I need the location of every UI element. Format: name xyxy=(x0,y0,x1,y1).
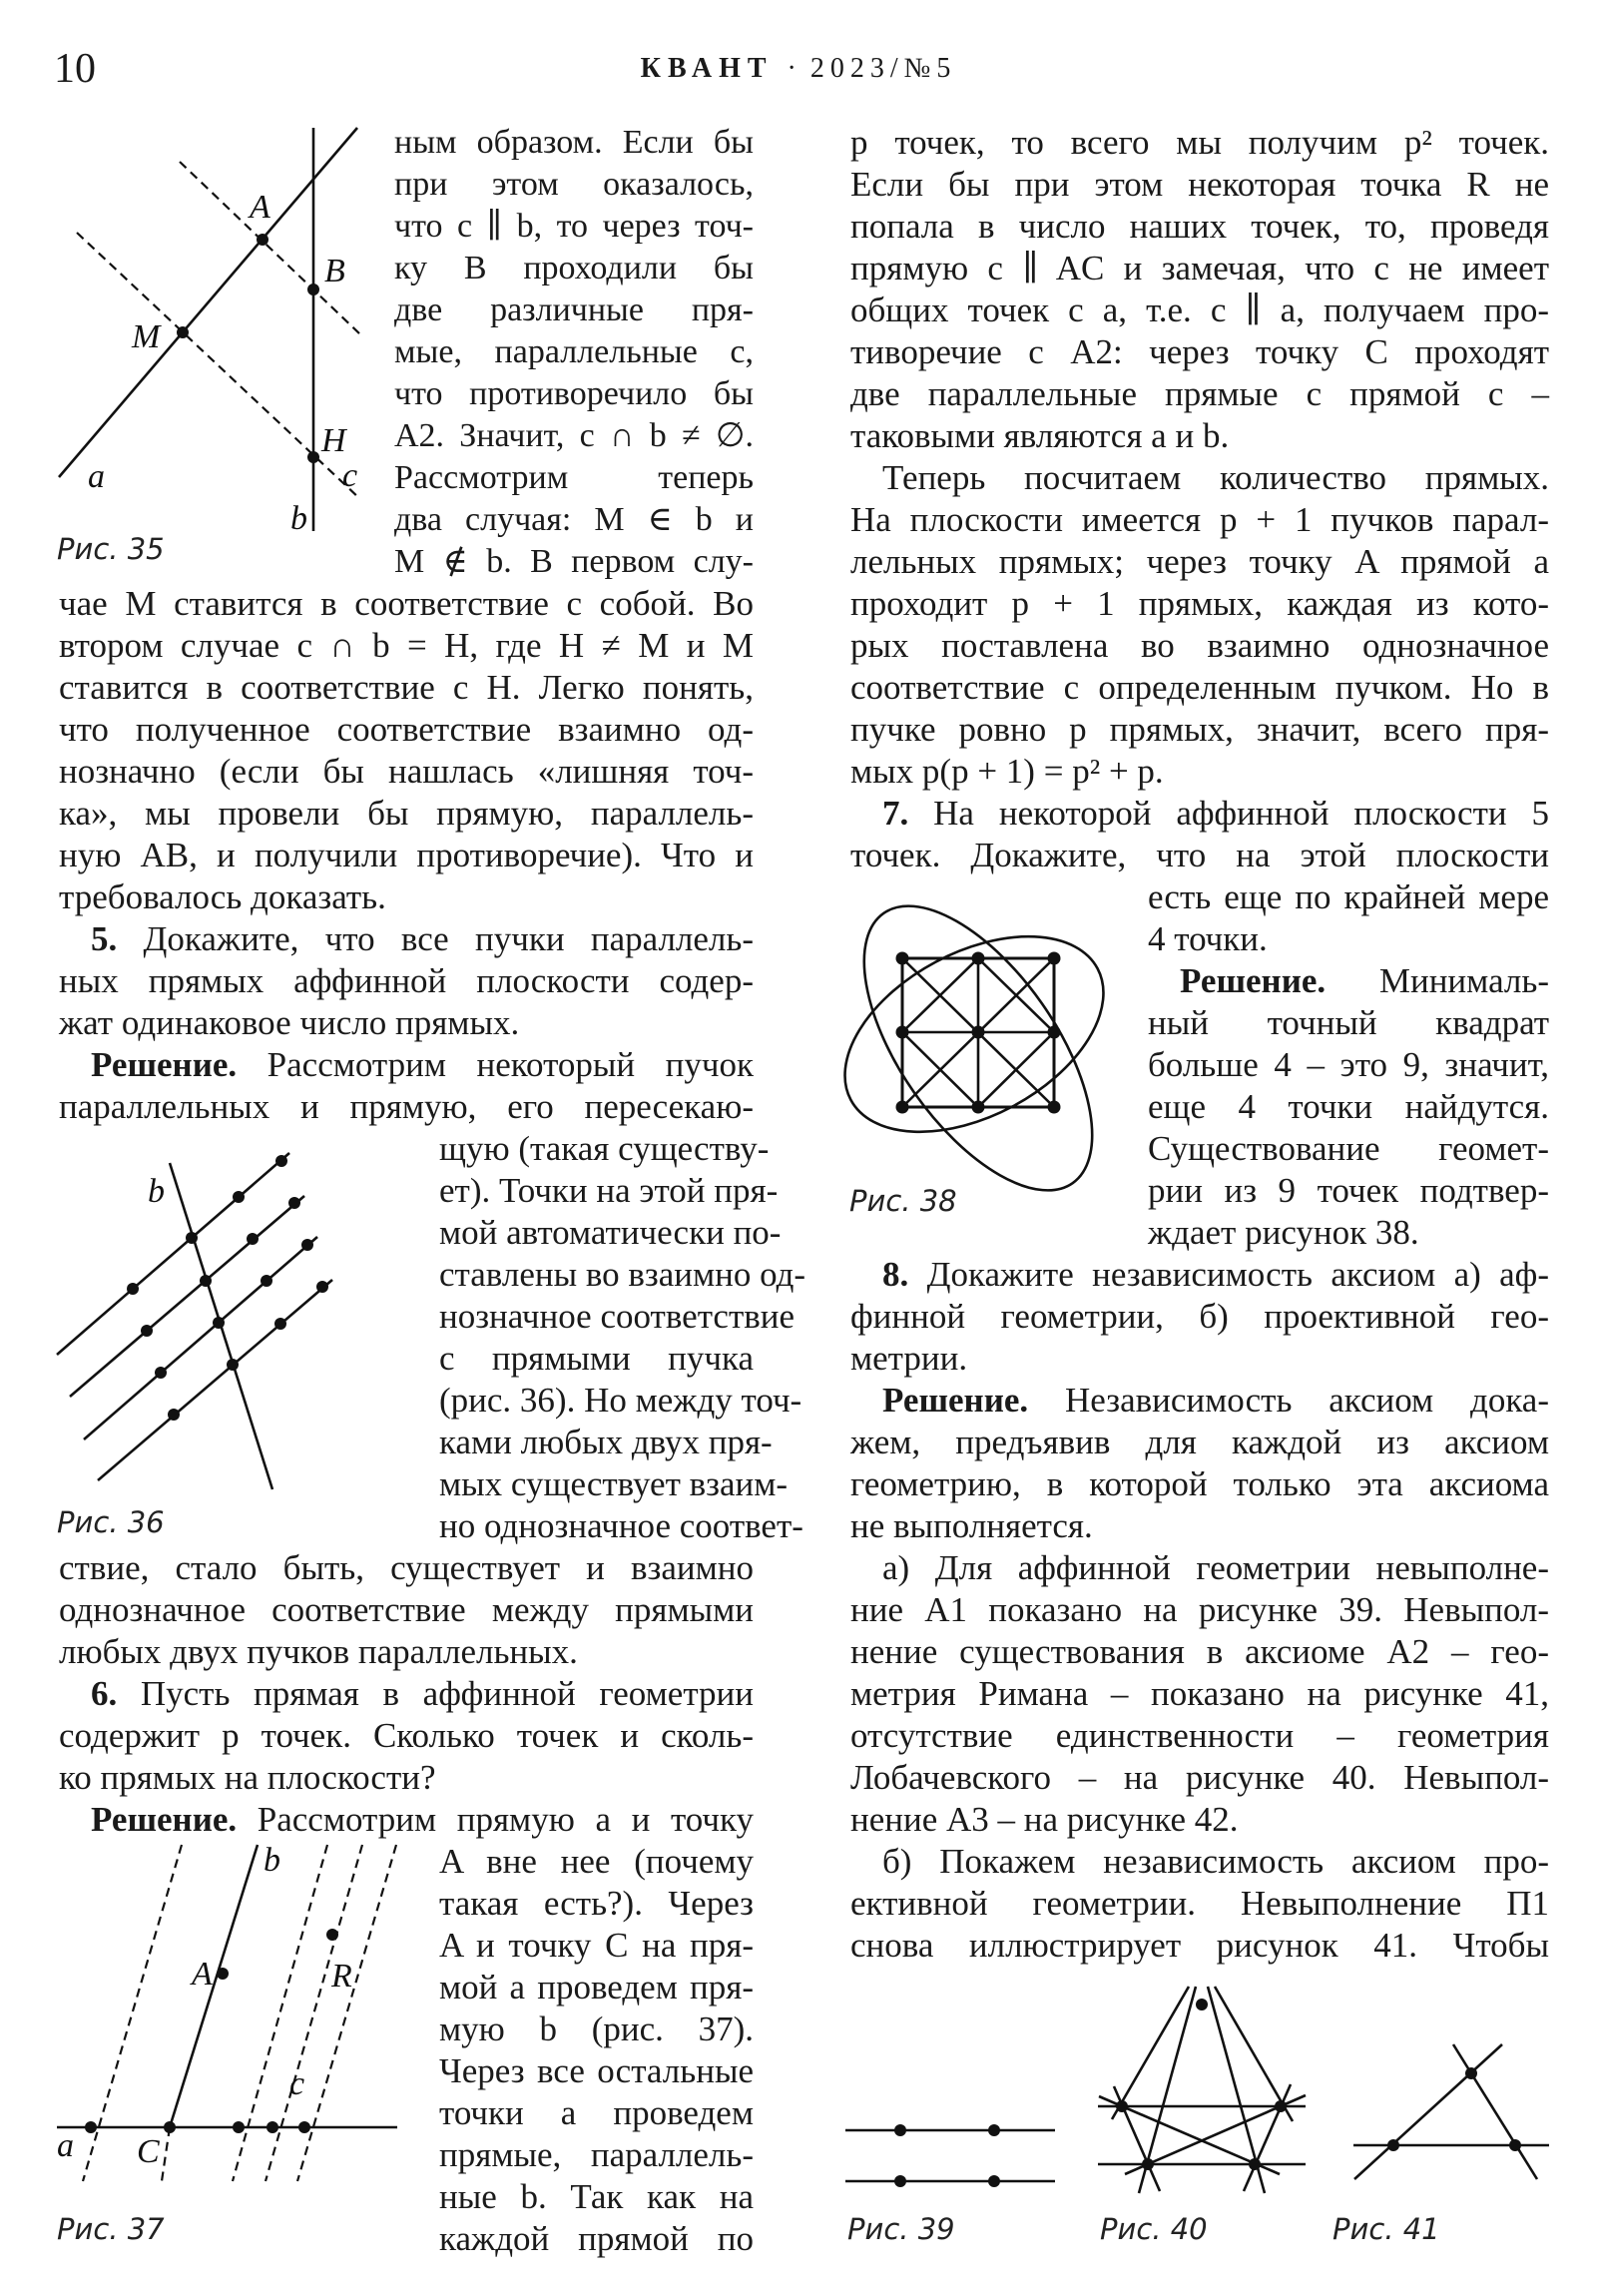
line-text: жем, предъявив для каждой из аксиом xyxy=(850,1423,1549,1461)
issue-number: 2023/№5 xyxy=(809,53,957,84)
line-text: ективной геометрии. Невыполнение П1 xyxy=(850,1884,1549,1923)
label-a: a xyxy=(88,458,105,495)
line-text: ко прямых на плоскости? xyxy=(59,1758,436,1797)
line-text: мой a проведем пря- xyxy=(439,1968,754,2007)
line-text: A2. Значит, c ∩ b ≠ ∅. xyxy=(394,417,754,454)
line-text: а) Для аффинной геометрии невыполне- xyxy=(882,1548,1549,1587)
line-text: ку B проходили бы xyxy=(394,250,754,287)
line-text: точек. Докажите, что на этой плоскости xyxy=(850,836,1549,874)
figure-37 xyxy=(57,1842,397,2246)
line-text: чае M ставится в соответствие с собой. Во xyxy=(59,584,754,623)
label-c: c xyxy=(289,2065,305,2102)
line-text: A вне нее (почему xyxy=(439,1842,754,1881)
paragraph-lead: 7. xyxy=(882,794,909,833)
label-M: M xyxy=(132,318,161,355)
paragraph-lead: Решение. xyxy=(91,1045,238,1084)
figure-38 xyxy=(812,868,1137,1228)
line-text: б) Покажем независимость аксиом про- xyxy=(882,1842,1549,1881)
line-text: пучке ровно p прямых, значит, всего пря- xyxy=(850,710,1549,749)
line-text: ные b. Так как на xyxy=(439,2177,754,2216)
line-text: что противоречило бы xyxy=(394,375,754,412)
label-B: B xyxy=(324,253,345,289)
line-text: Существование геомет- xyxy=(1148,1129,1549,1168)
line-text: нозначное соответствие xyxy=(439,1297,796,1336)
point-B xyxy=(307,284,319,295)
line-text: Теперь посчитаем количество прямых. xyxy=(882,458,1549,497)
line-text: два случая: M ∈ b и xyxy=(394,501,754,538)
page-number: 10 xyxy=(54,46,96,92)
line-text: с прямыми пучка xyxy=(439,1339,754,1378)
label-A: A xyxy=(250,189,270,226)
figure-caption: Рис. 41 xyxy=(1332,2212,1440,2246)
line-text: 4 точки. xyxy=(1148,919,1268,958)
point-M xyxy=(177,326,189,338)
header-separator: · xyxy=(787,53,797,84)
line-text: A и точку C на пря- xyxy=(439,1926,754,1965)
line-text: мых существует взаим- xyxy=(439,1464,789,1503)
line-text: ствие, стало быть, существует и взаимно xyxy=(59,1548,754,1587)
line-text: Пусть прямая в аффинной геометрии xyxy=(140,1674,754,1713)
figure-caption: Рис. 40 xyxy=(1100,2212,1208,2246)
line-text: (рис. 36). Но между точ- xyxy=(439,1381,802,1420)
line-text: отсутствие единственности – геометрия xyxy=(850,1716,1549,1755)
line-text: не выполняется. xyxy=(850,1506,1093,1545)
figure-40 xyxy=(1098,1987,1306,2246)
line-text: содержит p точек. Сколько точек и сколь- xyxy=(59,1716,754,1755)
line-text: ный точный квадрат xyxy=(1148,1003,1549,1042)
line-text: ставлены во взаимно од- xyxy=(439,1255,806,1294)
paragraph-lead: 6. xyxy=(91,1674,118,1713)
line-text: На плоскости имеется p + 1 пучков парал- xyxy=(850,500,1549,539)
line-text: жат одинаковое число прямых. xyxy=(59,1003,520,1042)
line-text: щую (такая существу- xyxy=(439,1129,770,1168)
line-text: еще 4 точки найдутся. xyxy=(1148,1087,1549,1126)
label-H: H xyxy=(321,422,346,459)
line-text: лельных прямых; через точку A прямой a xyxy=(850,542,1549,581)
line-text: что полученное соответствие взаимно од- xyxy=(59,710,754,749)
line-text: втором случае c ∩ b = H, где H ≠ M и M xyxy=(59,626,754,665)
line-text: при этом оказалось, xyxy=(394,166,754,203)
figure-caption: Рис. 38 xyxy=(849,1184,957,1218)
paragraph-lead: 8. xyxy=(882,1255,909,1294)
line-text: ную AB, и получили противоречие). Что и xyxy=(59,836,754,874)
line-text: рых поставлена во взаимно однозначное xyxy=(850,626,1549,665)
line-text: рии из 9 точек подтвер- xyxy=(1148,1171,1549,1210)
line-text: p точек, то всего мы получим p² точек. xyxy=(850,123,1549,162)
point-H xyxy=(307,451,319,463)
line-text: ждает рисунок 38. xyxy=(1148,1213,1419,1252)
line-text: финной геометрии, б) проективной гео- xyxy=(850,1297,1549,1336)
line-text: что c ∥ b, то через точ- xyxy=(394,208,754,245)
line-text: мые, параллельные c, xyxy=(394,333,754,370)
label-a: a xyxy=(57,2127,74,2164)
figure-caption: Рис. 35 xyxy=(57,532,165,566)
line-text: две различные пря- xyxy=(394,291,754,328)
figure-caption: Рис. 37 xyxy=(57,2212,165,2246)
dashed-line-upper xyxy=(180,162,360,334)
label-c: c xyxy=(342,457,358,494)
paragraph-lead: Решение. xyxy=(91,1800,238,1839)
line-text: ками любых двух пря- xyxy=(439,1423,773,1461)
label-A: A xyxy=(192,1956,213,1993)
line-text: больше 4 – это 9, значит, xyxy=(1148,1045,1549,1084)
line-text: требовалось доказать. xyxy=(59,877,386,916)
line-text: ных прямых аффинной плоскости содер- xyxy=(59,961,754,1000)
line-text: метрия Римана – показано на рисунке 41, xyxy=(850,1674,1549,1713)
label-b: b xyxy=(290,500,307,537)
line-text: есть еще по крайней мере xyxy=(1148,877,1549,916)
line-text: нение существования в аксиоме A2 – гео- xyxy=(850,1632,1549,1671)
line-text: M ∉ b. В первом слу- xyxy=(394,543,754,580)
line-text: Минималь- xyxy=(1378,961,1549,1000)
line-text: каждой прямой по xyxy=(439,2219,754,2258)
line-text: общих точек с a, т.е. c ∥ a, получаем про- xyxy=(850,290,1549,329)
line-text: мой автоматически по- xyxy=(439,1213,782,1252)
figure-caption: Рис. 39 xyxy=(847,2212,955,2246)
magazine-title: КВАНТ xyxy=(640,53,774,84)
paragraph-lead: Решение. xyxy=(882,1381,1029,1420)
label-b: b xyxy=(148,1173,165,1210)
line-text: соответствие с определенным пучком. Но в xyxy=(850,668,1549,707)
line-text: Независимость аксиом дока- xyxy=(1065,1381,1549,1420)
line-text: снова иллюстрирует рисунок 41. Чтобы xyxy=(850,1926,1549,1965)
line-text: ставится в соответствие с H. Легко понять, xyxy=(59,668,754,707)
line-text: проходит p + 1 прямых, каждая из кото- xyxy=(850,584,1549,623)
figure-36 xyxy=(57,1153,332,1539)
line-text: Через все остальные xyxy=(439,2051,754,2090)
line-text: но однозначное соответ- xyxy=(439,1506,803,1545)
label-b: b xyxy=(264,1842,280,1879)
line-text: Рассмотрим прямую a и точку xyxy=(257,1800,754,1839)
line-text: точки a проведем xyxy=(439,2093,754,2132)
line-text: нение A3 – на рисунке 42. xyxy=(850,1800,1239,1839)
point-A xyxy=(257,234,268,246)
line-text: прямые, параллель- xyxy=(439,2135,754,2174)
line-text: прямую c ∥ AC и замечая, что c не имеет xyxy=(850,249,1549,287)
line-text: любых двух пучков параллельных. xyxy=(59,1632,578,1671)
line-text: ет). Точки на этой пря- xyxy=(439,1171,779,1210)
line-text: ка», мы провели бы прямую, параллель- xyxy=(59,794,754,833)
label-C: C xyxy=(137,2133,160,2170)
line-text: метрии. xyxy=(850,1339,968,1378)
line-text: Рассмотрим некоторый пучок xyxy=(266,1045,754,1084)
line-text: Докажите независимость аксиом а) аф- xyxy=(926,1255,1549,1294)
paragraph-lead: Решение. xyxy=(1180,961,1327,1000)
line-text: Рассмотрим теперь xyxy=(394,459,754,496)
line-text: таковыми являются a и b. xyxy=(850,416,1230,455)
line-text: ние A1 показано на рисунке 39. Невыпол- xyxy=(850,1590,1549,1629)
line-text: нозначно (если бы нашлась «лишняя точ- xyxy=(59,752,754,791)
line-text: такая есть?). Через xyxy=(439,1884,754,1923)
line-text: На некоторой аффинной плоскости 5 xyxy=(933,794,1550,833)
line-text: Лобачевского – на рисунке 40. Невыпол- xyxy=(850,1758,1549,1797)
line-text: тиворечие с A2: через точку C проходят xyxy=(850,332,1549,371)
line-text: Докажите, что все пучки параллель- xyxy=(143,919,754,958)
line-text: геометрию, в которой только эта аксиома xyxy=(850,1464,1549,1503)
line-text: ным образом. Если бы xyxy=(394,124,754,161)
paragraph-lead: 5. xyxy=(91,919,118,958)
line-text: две параллельные прямые с прямой c – xyxy=(850,374,1549,413)
figure-41 xyxy=(1332,2044,1549,2246)
line-b xyxy=(170,1845,258,2127)
figure-caption: Рис. 36 xyxy=(57,1505,165,1539)
figure-35 xyxy=(57,128,360,566)
line-text: параллельных и прямую, его пересекаю- xyxy=(59,1087,754,1126)
line-text: мую b (рис. 37). xyxy=(439,2009,754,2048)
line-text: однозначное соответствие между прямыми xyxy=(59,1590,754,1629)
line-text: Если бы при этом некоторая точка R не xyxy=(850,165,1549,204)
line-text: мых p(p + 1) = p² + p. xyxy=(850,752,1164,791)
line-text: попала в число наших точек, то, проведя xyxy=(850,207,1549,246)
figure-39 xyxy=(845,2124,1055,2246)
label-R: R xyxy=(331,1958,352,1995)
